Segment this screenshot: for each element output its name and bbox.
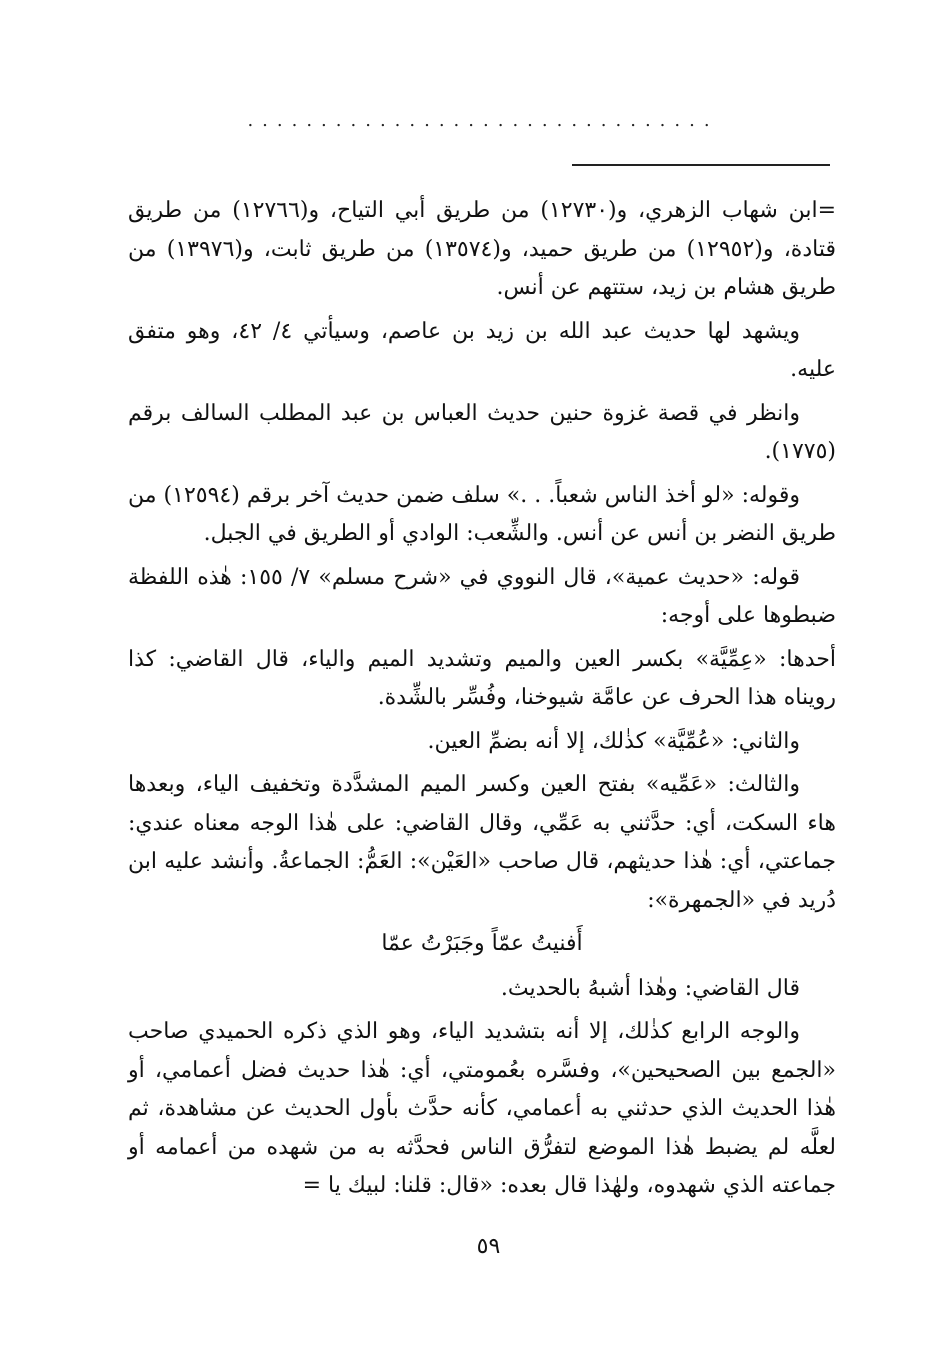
verse-line: أَفنيتُ عمّاً وجَبَرْتُ عمّا <box>381 931 583 956</box>
footnote-rule <box>572 164 830 166</box>
page-number: ٥٩ <box>476 1234 501 1259</box>
paragraph-8: والثالث: «عَمِّيه» بفتح العين وكسر الميم المشدَّدة وتخفيف الياء، وبعدها هاء السكت، أي: حدَّثني به عَمِّي، وقال القاضي: على هٰذا الوجه معناه عندي: جماعتي، أي: هٰذا حديثهم، قال صاحب «العَيْن»: العَمُّ: الجماعةُ. وأنشد عليه ابن دُريد في «الجمهرة»: <box>128 772 836 913</box>
header-dots: ................................ <box>247 110 719 131</box>
paragraph-5: قوله: «حديث عمية»، قال النووي في «شرح مسلم» ٧/ ١٥٥: هٰذه اللفظة ضبطوها على أوجه: <box>128 564 836 628</box>
paragraph-2: ويشهد لها حديث عبد الله بن زيد بن عاصم، وسيأتي ٤/ ٤٢، وهو متفق عليه. <box>128 318 836 382</box>
footnote-body <box>128 192 836 1211</box>
paragraph-9: قال القاضي: وهٰذا أشبهُ بالحديث. <box>500 975 800 1001</box>
paragraph-10: والوجه الرابع كذٰلك، إلا أنه بتشديد الياء، وهو الذي ذكره الحميدي صاحب «الجمع بين الصحيحين»، وفسَّره بعُمومتي، أي: هٰذا حديث فضل أعمامي، أو هٰذا الحديث الذي حدثني به أعمامي، كأنه حدَّث بأول الحديث عن مشاهدة، ثم لعلَّه لم يضبط هٰذا الموضع لتفرُّق الناس فحدَّثه به من شهده من أعمامه أو جماعته الذي شهدوه، ولهٰذا قال بعده: «قال: قلنا: لبيك يا = <box>128 1019 836 1198</box>
paragraph-7: والثاني: «عُمِّيَّة» كذٰلك، إلا أنه بضمِّ العين. <box>427 728 800 754</box>
paragraph-3: وانظر في قصة غزوة حنين حديث العباس بن عبد المطلب السالف برقم (١٧٧٥). <box>128 400 836 464</box>
paragraph-6: أحدها: «عِمِّيَّة» بكسر العين والميم وتشديد الميم والياء، قال القاضي: كذا رويناه هذا الحرف عن عامَّة شيوخنا، وفُسِّر بالشِّدة. <box>128 646 836 710</box>
paragraph-1: =ابن شهاب الزهري، و(١٢٧٣٠) من طريق أبي التياح، و(١٢٧٦٦) من طريق قتادة، و(١٢٩٥٢) من طريق حميد، و(١٣٥٧٤) من طريق ثابت، و(١٣٩٧٦) من طريق هشام بن زيد، ستتهم عن أنس. <box>128 198 837 300</box>
paragraph-4: وقوله: «لو أخذ الناس شعباً. . .» سلف ضمن حديث آخر برقم (١٢٥٩٤) من طريق النضر بن أنس عن أنس. والشِّعب: الوادي أو الطريق في الجبل. <box>128 482 836 546</box>
